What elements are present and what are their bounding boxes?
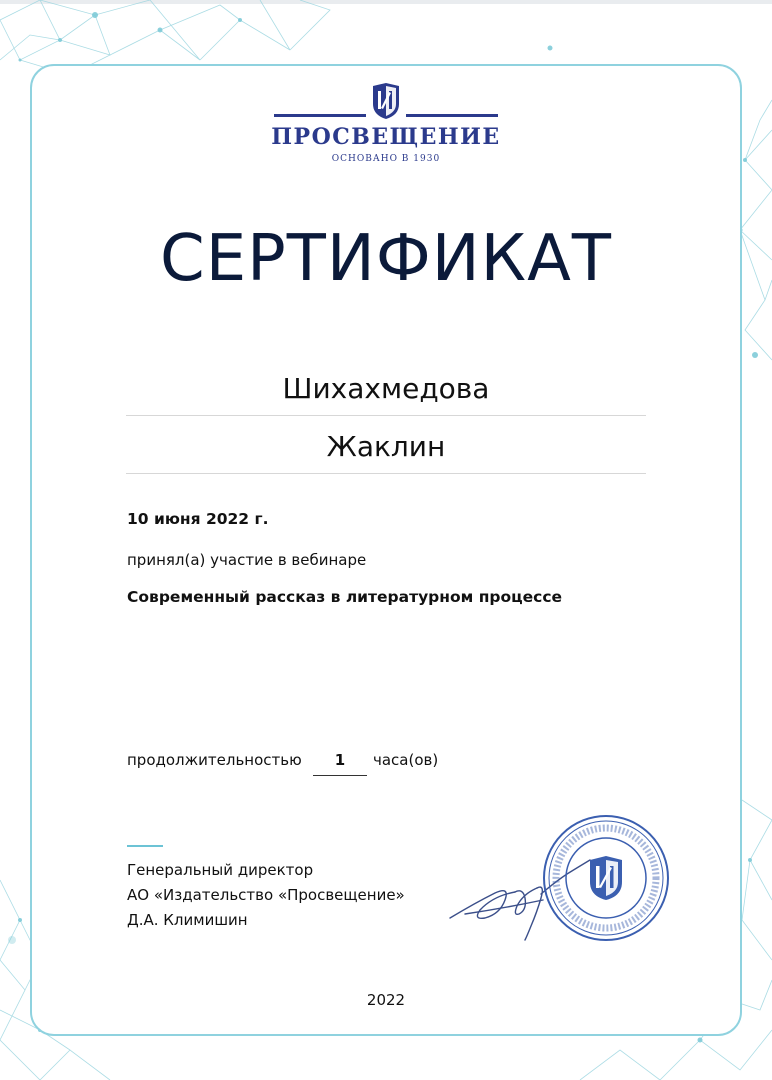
publisher-name: ПРОСВЕЩЕНИЕ	[271, 124, 501, 150]
duration-underline	[313, 775, 367, 776]
round-seal-stamp	[540, 812, 672, 944]
name-divider-1	[126, 415, 646, 416]
participation-text: принял(а) участие в вебинаре	[127, 551, 367, 569]
certificate-title: СЕРТИФИКАТ	[160, 222, 612, 296]
name-divider-2	[126, 473, 646, 474]
publisher-founded: ОСНОВАНО В 1930	[331, 154, 441, 164]
signatory-organization: АО «Издательство «Просвещение»	[127, 886, 405, 904]
signatory-position: Генеральный директор	[127, 861, 314, 879]
logo-left-rule	[274, 114, 366, 117]
prosveshchenie-shield-icon	[371, 82, 401, 120]
recipient-surname: Шихахмедова	[282, 372, 490, 405]
webinar-title: Современный рассказ в литературном процессе	[127, 588, 563, 606]
certificate-year: 2022	[366, 991, 406, 1009]
duration-unit: часа(ов)	[373, 751, 439, 769]
recipient-given-name: Жаклин	[326, 430, 446, 463]
signatory-name: Д.А. Климишин	[127, 911, 248, 929]
duration-value: 1	[334, 751, 346, 769]
logo-right-rule	[406, 114, 498, 117]
duration-label: продолжительностью	[127, 751, 302, 769]
publisher-logo	[270, 82, 502, 168]
signatory-accent-line	[127, 845, 163, 847]
certificate-date: 10 июня 2022 г.	[127, 510, 269, 528]
